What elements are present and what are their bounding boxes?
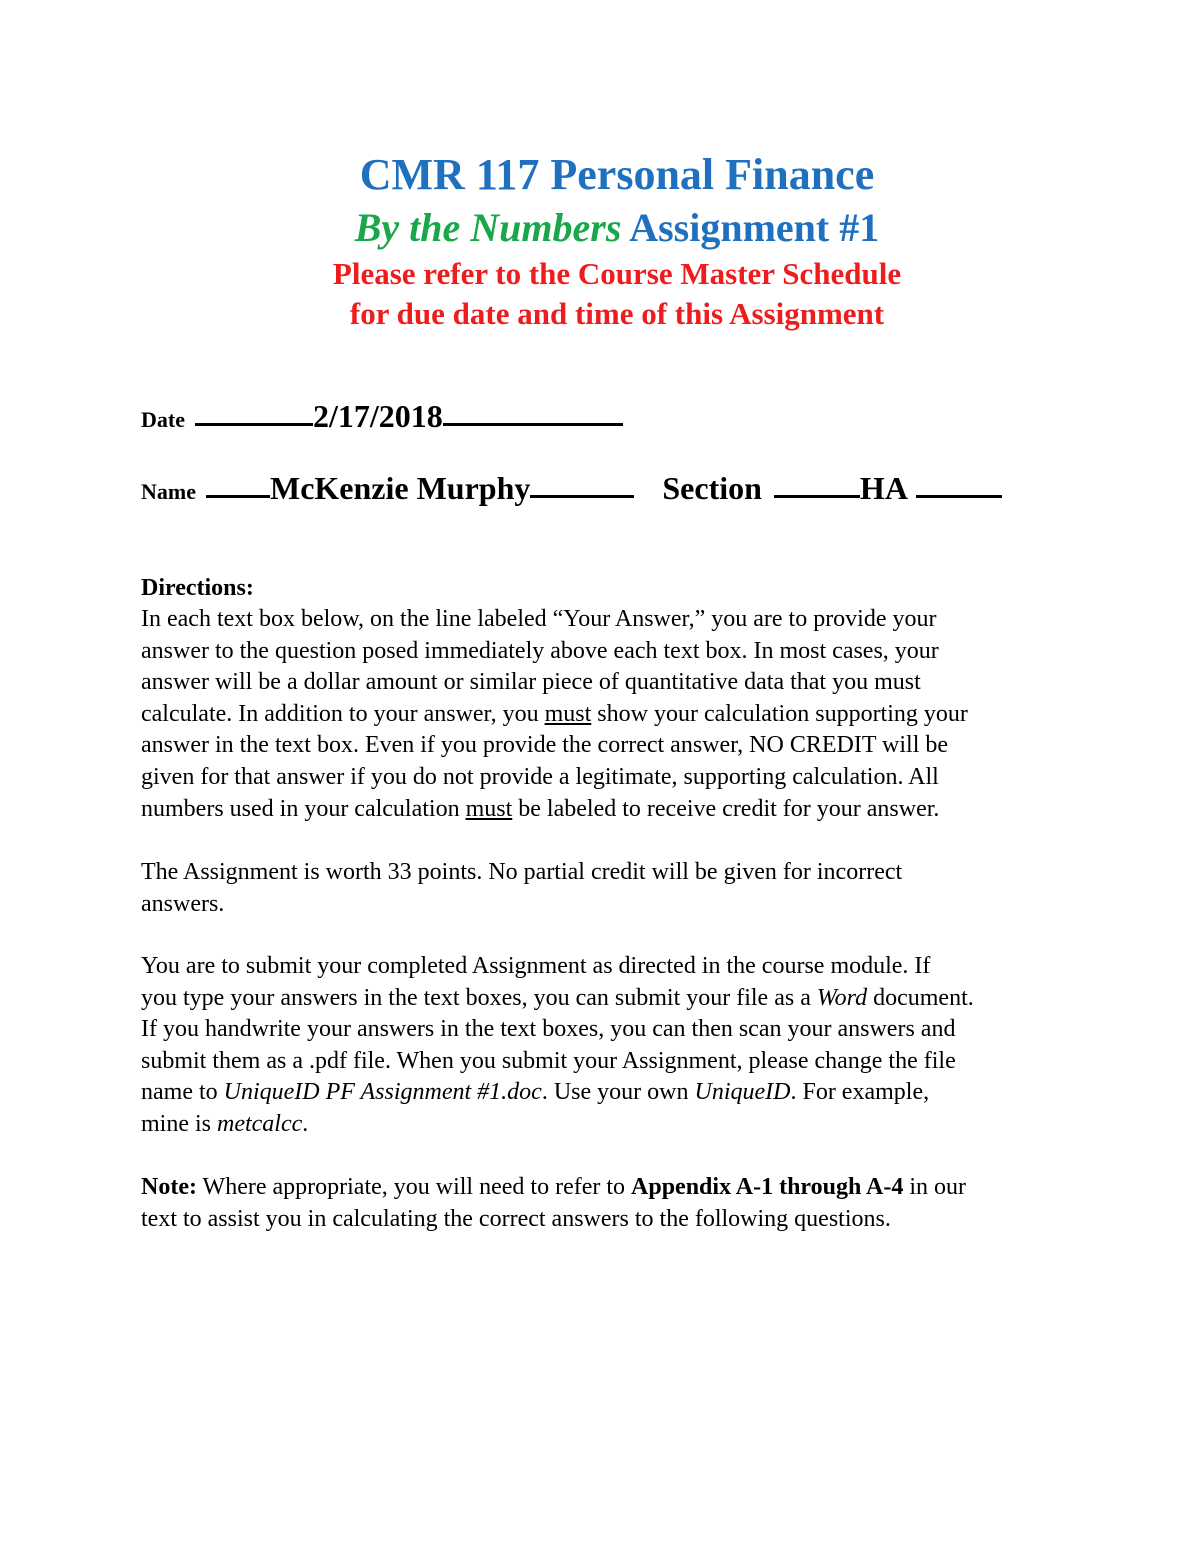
note-label: Note: (141, 1174, 197, 1200)
text-line: answer will be a dollar amount or similar piece of quantitative data that you must (141, 669, 921, 696)
bold-text: Appendix A-1 through A-4 (631, 1174, 904, 1200)
directions-paragraph-1 (141, 604, 1106, 825)
text-line (141, 1077, 1106, 1109)
text-run: show your calculation supporting your (591, 700, 968, 727)
text-line: You are to submit your completed Assignment as directed in the course module. If (141, 953, 931, 979)
section-label: Section (662, 470, 762, 506)
date-row (141, 398, 623, 435)
text-run: name to (141, 1079, 224, 1106)
underlined-text: must (544, 700, 592, 727)
name-row (141, 470, 1002, 507)
text-run: mine is (141, 1110, 217, 1137)
date-underline-right (443, 423, 623, 426)
text-line (141, 983, 1106, 1015)
text-run: . For example, (790, 1079, 930, 1106)
text-line: answer to the question posed immediately above each text box. In most cases, your (141, 637, 939, 664)
assignment-title-rest: Assignment #1 (621, 205, 880, 250)
directions-paragraph-3 (141, 951, 1106, 1141)
text-line (141, 794, 1106, 826)
text-run: . (302, 1110, 309, 1137)
date-underline-left (195, 423, 313, 426)
text-line (141, 1172, 1106, 1204)
text-run: be labeled to receive credit for your answer. (512, 795, 940, 822)
directions-heading: Directions: (141, 575, 254, 601)
italic-text: UniqueID PF Assignment #1.doc (223, 1079, 542, 1106)
name-label: Name (141, 479, 196, 504)
text-run: you type your answers in the text boxes, you can submit your file as a (141, 984, 817, 1011)
text-line (141, 699, 1106, 731)
text-line: given for that answer if you do not provide a legitimate, supporting calculation. All (141, 763, 939, 790)
date-value[interactable]: 2/17/2018 (312, 398, 443, 434)
date-label: Date (141, 407, 185, 432)
italic-text: Word (816, 984, 868, 1011)
text-run: document. (867, 984, 974, 1011)
text-run: numbers used in your calculation (141, 795, 466, 822)
due-notice-line2: for due date and time of this Assignment (349, 296, 885, 331)
text-line: If you handwrite your answers in the text boxes, you can then scan your answers and (141, 1016, 956, 1043)
title-block (0, 148, 1200, 334)
text-run: Where appropriate, you will need to refer to (196, 1174, 632, 1200)
text-line (141, 1109, 1106, 1141)
course-title: CMR 117 Personal Finance (359, 150, 875, 199)
section-value[interactable]: HA (859, 470, 908, 506)
italic-text: metcalcc (217, 1110, 303, 1137)
section-underline-left (774, 495, 860, 498)
text-run: . Use your own (541, 1079, 695, 1106)
assignment-title (0, 202, 1200, 254)
name-underline-left (206, 495, 270, 498)
text-line: submit them as a .pdf file. When you submit your Assignment, please change the file (141, 1047, 956, 1074)
text-run: in our (903, 1174, 966, 1200)
text-line: In each text box below, on the line labeled “Your Answer,” you are to provide your (141, 606, 937, 632)
text-run: calculate. In addition to your answer, you (141, 700, 545, 727)
text-line: text to assist you in calculating the correct answers to the following questions. (141, 1205, 891, 1232)
due-notice-line1: Please refer to the Course Master Schedule (332, 256, 902, 291)
underlined-text: must (465, 795, 513, 822)
name-underline-right (530, 495, 634, 498)
name-value[interactable]: McKenzie Murphy (269, 470, 531, 506)
directions-paragraph-2 (141, 857, 1106, 920)
italic-text: UniqueID (694, 1079, 791, 1106)
section-underline-right (916, 495, 1002, 498)
text-line: The Assignment is worth 33 points. No partial credit will be given for incorrect (141, 859, 903, 885)
text-line: answers. (141, 890, 225, 917)
assignment-title-italic: By the Numbers (354, 205, 622, 250)
text-line: answer in the text box. Even if you provide the correct answer, NO CREDIT will be (141, 732, 949, 759)
note-paragraph (141, 1172, 1106, 1235)
